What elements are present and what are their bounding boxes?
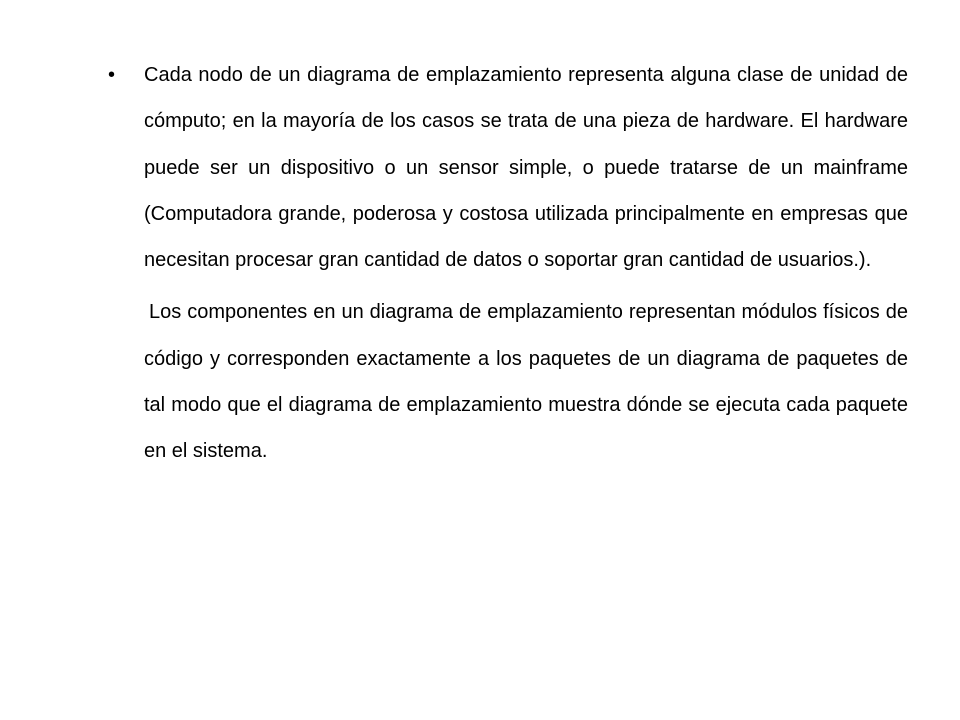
paragraph-nodes: Cada nodo de un diagrama de emplazamiento representa alguna clase de unidad de cómputo; en la mayoría de los casos se trata de una pieza de hardware. El hardware puede ser un dispositivo o un sensor simple, o puede tratarse de un mainframe (Computadora grande, poderosa y costosa utilizada principalmente en empresas que necesitan procesar gran cantidad de datos o soportar gran cantidad de usuarios.). <box>144 64 908 272</box>
bullet-marker: • <box>108 64 116 86</box>
paragraph-components: Los componentes en un diagrama de emplazamiento representan módulos físicos de código y corresponden exactamente a los paquetes de un diagrama de paquetes de tal modo que el diagrama de emplazamiento muestra dónde se ejecuta cada paquete en el sistema. <box>144 301 908 463</box>
bullet-item <box>108 52 908 283</box>
text-body <box>108 52 908 475</box>
